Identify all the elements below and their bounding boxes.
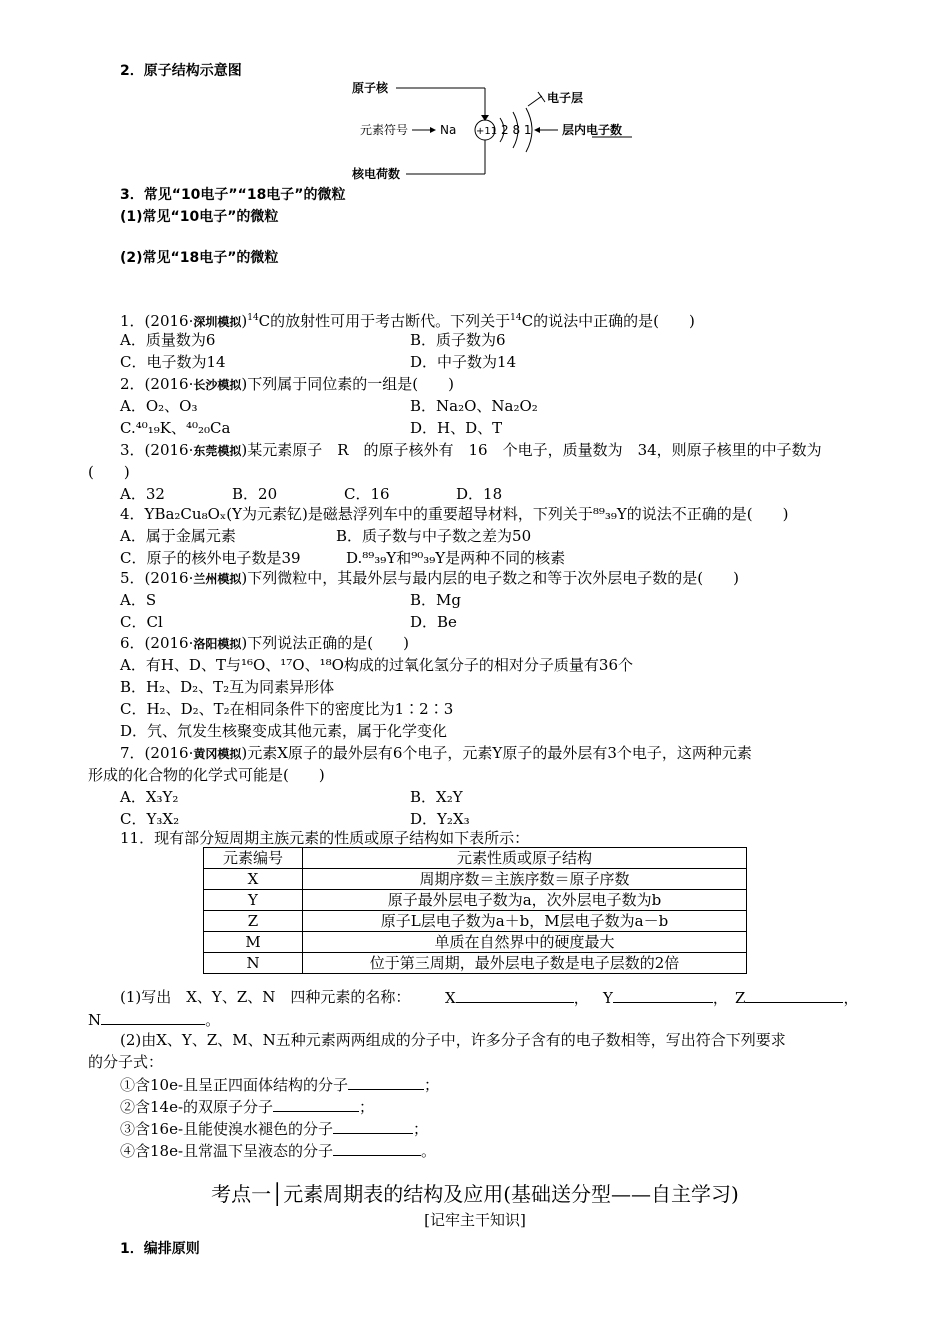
- option: C．电子数为14: [120, 353, 226, 371]
- cell: Y: [204, 890, 303, 911]
- option: D．H、D、T: [410, 419, 503, 437]
- option: C.⁴⁰₁₉K、⁴⁰₂₀Ca: [120, 419, 231, 437]
- cell: X: [204, 869, 303, 890]
- option: A．质量数为6: [120, 331, 216, 349]
- cell: 单质在自然界中的硬度最大: [303, 932, 747, 953]
- sub-heading: (1)常见“10电子”的微粒: [120, 209, 279, 225]
- shell-electrons-label: 层内电子数: [562, 123, 623, 137]
- question-7: 7．(2016·黄冈模拟)元素X原子的最外层有6个电子，元素Y原子的最外层有3个电子，这两种元素: [120, 744, 752, 762]
- cell: M: [204, 932, 303, 953]
- option: B．H₂、D₂、T₂互为同素异形体: [120, 678, 335, 696]
- cell: Z: [204, 911, 303, 932]
- option: D．18: [456, 485, 503, 503]
- option: A．32: [120, 485, 165, 503]
- element-symbol: Na: [440, 123, 457, 137]
- question-3: 3．(2016·东莞模拟)某元素原子 R 的原子核外有 16 个电子，质量数为 34，则原子核里的中子数为: [120, 441, 822, 459]
- option: B．Mg: [410, 591, 461, 609]
- question-7-cont: 形成的化合物的化学式可能是( ): [88, 766, 325, 784]
- nucleus-label: 原子核: [352, 81, 389, 95]
- section-subtitle: [记牢主干知识]: [424, 1211, 526, 1229]
- section-title: 考点一│元素周期表的结构及应用(基础送分型——自主学习): [211, 1182, 739, 1206]
- part-2: (2)由X、Y、Z、M、N五种元素两两组成的分子中，许多分子含有的电子数相等，写出符合下列要求: [120, 1031, 786, 1049]
- answer-paren: ( ): [88, 463, 130, 481]
- electron-counts: 2 8 1: [501, 123, 532, 137]
- option: A．属于金属元素: [120, 527, 236, 545]
- cell: 周期序数＝主族序数＝原子序数: [303, 869, 747, 890]
- option: A．有H、D、T与¹⁶O、¹⁷O、¹⁸O构成的过氧化氢分子的相对分子质量有36个: [120, 656, 634, 674]
- section-heading: 2．原子结构示意图: [120, 63, 242, 79]
- sub-question[interactable]: ③含16e-且能使溴水褪色的分子 ；: [120, 1120, 429, 1138]
- question-6: 6．(2016·洛阳模拟)下列说法正确的是( ): [120, 634, 409, 652]
- question-5: 5．(2016·兰州模拟)下列微粒中，其最外层与最内层的电子数之和等于次外层电子数的是( ): [120, 569, 739, 587]
- question-11: 11．现有部分短周期主族元素的性质或原子结构如下表所示：: [120, 829, 530, 847]
- symbol-label: 元素符号: [360, 123, 409, 137]
- option: B．X₂Y: [410, 788, 463, 806]
- option: D．氕、氘发生核聚变成其他元素，属于化学变化: [120, 722, 448, 740]
- option: C．Y₃X₂: [120, 810, 180, 828]
- table-header: [204, 848, 747, 869]
- option: B．20: [232, 485, 278, 503]
- part-2-cont: 的分子式：: [88, 1053, 164, 1071]
- atom-structure-diagram: [350, 78, 650, 183]
- option: A．X₃Y₂: [120, 788, 179, 806]
- option: C．H₂、D₂、T₂在相同条件下的密度比为1∶2∶3: [120, 700, 454, 718]
- option: C．原子的核外电子数是39: [120, 549, 301, 567]
- option: C．16: [344, 485, 390, 503]
- option: B．Na₂O、Na₂O₂: [410, 397, 538, 415]
- table-row: [204, 932, 747, 953]
- option: D．Be: [410, 613, 457, 631]
- element-table: [203, 847, 747, 974]
- question-4: 4．YBa₂Cu₈Oₓ(Y为元素钇)是磁悬浮列车中的重要超导材料，下列关于⁸⁹₃₉Y的说法不正确的是( ): [120, 505, 789, 523]
- question-2: 2．(2016·长沙模拟)下列属于同位素的一组是( ): [120, 375, 454, 393]
- part-1: (1)写出 X、Y、Z、N 四种元素的名称：: [120, 988, 411, 1006]
- cell: 位于第三周期，最外层电子数是电子层数的2倍: [303, 953, 747, 974]
- header-cell: 元素性质或原子结构: [303, 848, 747, 869]
- option: C．Cl: [120, 613, 163, 631]
- option: A．O₂、O₃: [120, 397, 198, 415]
- table-row: [204, 869, 747, 890]
- sub-question[interactable]: ②含14e-的双原子分子 ；: [120, 1098, 375, 1116]
- sub-heading: (2)常见“18电子”的微粒: [120, 250, 279, 266]
- option: B．质子数与中子数之差为50: [336, 527, 532, 545]
- table-row: [204, 953, 747, 974]
- header-cell: 元素编号: [204, 848, 303, 869]
- option: D．Y₂X₃: [410, 810, 470, 828]
- option: B．质子数为6: [410, 331, 506, 349]
- nucleus-charge: +11: [476, 126, 498, 137]
- option: A．S: [120, 591, 157, 609]
- question-1: 1．(2016·深圳模拟)$^{14}$C的放射性可用于考古断代。下列关于$^{14}$C的说法中正确的是( ): [120, 312, 695, 330]
- option: D.⁸⁹₃₉Y和⁹⁰₃₉Y是两种不同的核素: [346, 549, 566, 567]
- table-row: [204, 890, 747, 911]
- charge-label: 核电荷数: [352, 167, 401, 181]
- sub-question[interactable]: ④含18e-且常温下呈液态的分子 。: [120, 1142, 437, 1160]
- answer-x[interactable]: X ，: [445, 989, 589, 1007]
- shell-label: 电子层: [547, 91, 584, 105]
- item-heading: 1．编排原则: [120, 1241, 200, 1257]
- section-heading: 3．常见“10电子”“18电子”的微粒: [120, 187, 346, 203]
- answer-y[interactable]: Y ，: [603, 989, 728, 1007]
- cell: N: [204, 953, 303, 974]
- cell: 原子L层电子数为a＋b，M层电子数为a－b: [303, 911, 747, 932]
- table-row: [204, 911, 747, 932]
- sub-question[interactable]: ①含10e-且呈正四面体结构的分子 ；: [120, 1076, 440, 1094]
- option: D．中子数为14: [410, 353, 517, 371]
- cell: 原子最外层电子数为a，次外层电子数为b: [303, 890, 747, 911]
- answer-n[interactable]: N 。: [88, 1011, 221, 1029]
- answer-z[interactable]: Z ，: [735, 989, 859, 1007]
